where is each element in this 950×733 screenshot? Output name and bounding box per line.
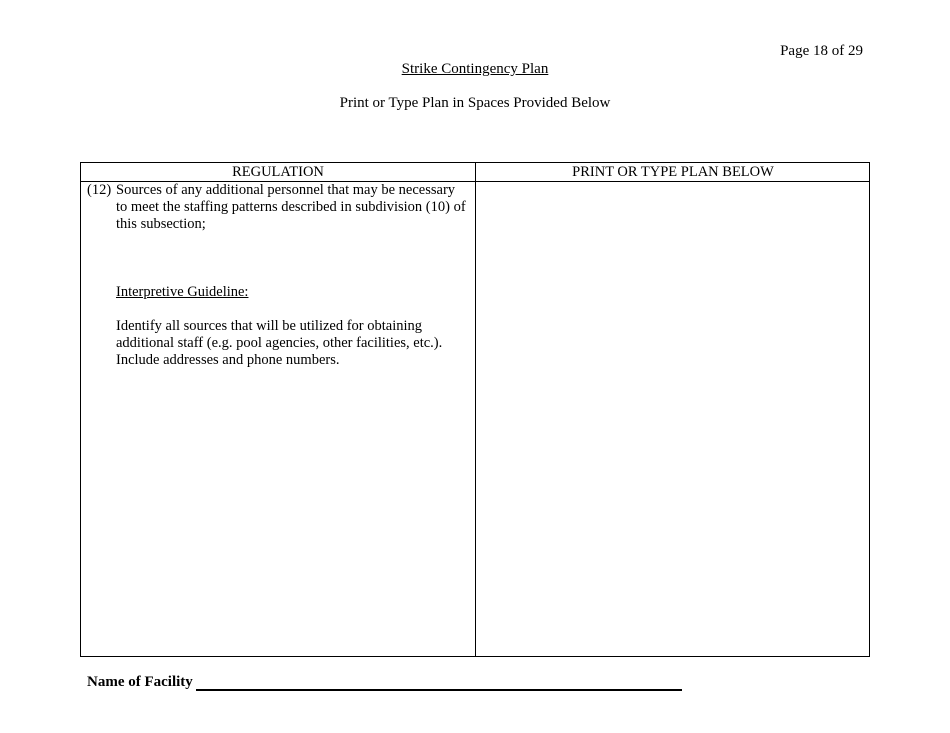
facility-name-row xyxy=(87,674,682,691)
page-title-text: Strike Contingency Plan xyxy=(401,61,549,77)
interpretive-guideline xyxy=(116,284,469,369)
facility-name-label: Name of Facility xyxy=(87,674,193,690)
page-subtitle: Print or Type Plan in Spaces Provided Below xyxy=(339,95,611,111)
regulation-cell xyxy=(81,182,475,369)
regulation-column-header: REGULATION xyxy=(232,164,324,180)
guideline-heading: Interpretive Guideline: xyxy=(116,284,249,300)
facility-name-field[interactable] xyxy=(196,675,682,691)
guideline-text: Identify all sources that will be utilized for obtaining additional staff (e.g. pool agencies, other facilities, etc.). Include addresses and phone numbers. xyxy=(116,318,443,368)
plan-input-area[interactable] xyxy=(476,182,870,656)
plan-table xyxy=(80,162,870,657)
regulation-text: Sources of any additional personnel that may be necessary to meet the staffing patterns described in subdivision (10) of this subsection; xyxy=(116,182,466,232)
regulation-number: (12) xyxy=(87,182,112,198)
plan-column-header: PRINT OR TYPE PLAN BELOW xyxy=(572,164,774,180)
page-number: Page 18 of 29 xyxy=(780,43,863,59)
regulation-item xyxy=(87,182,469,233)
page-title xyxy=(0,61,950,78)
